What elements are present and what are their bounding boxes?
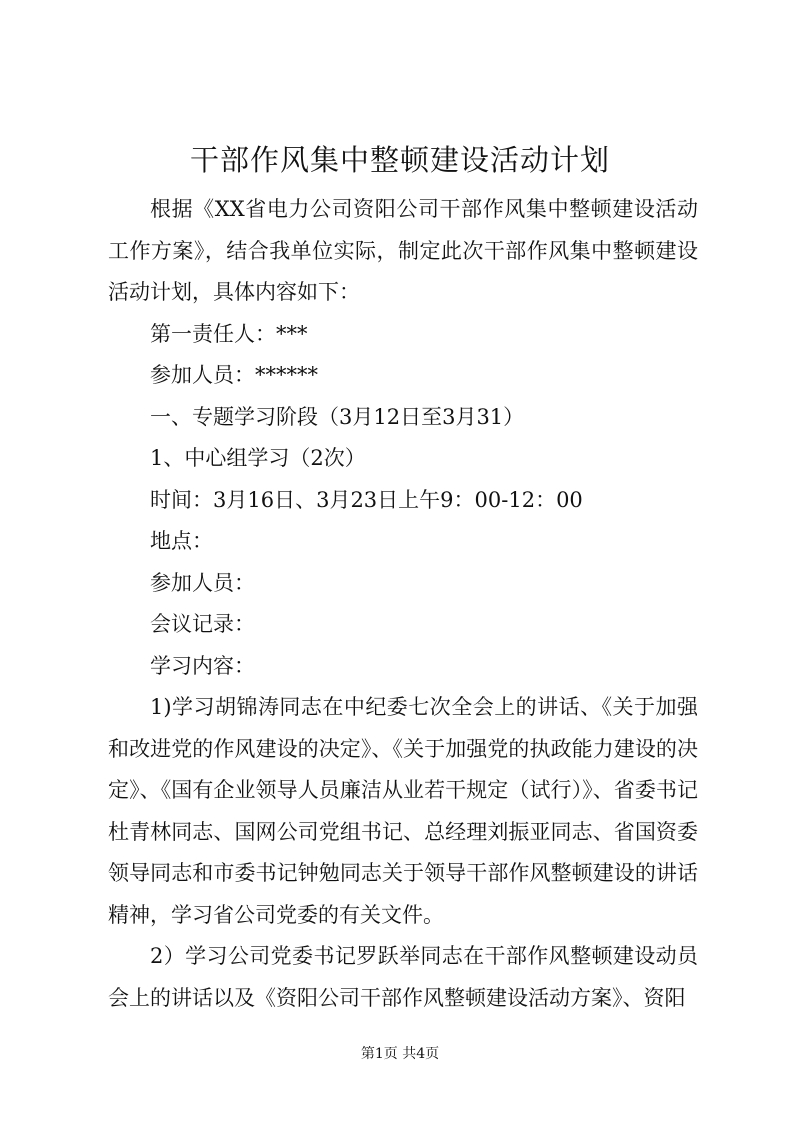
document-title: 干部作风集中整顿建设活动计划 xyxy=(189,143,610,177)
paragraph-time: 时间：3月16日、3月23日上午9：00-12：00 xyxy=(150,487,583,512)
paragraph-location: 地点： xyxy=(150,529,213,553)
subheading-central-group-study: 1、中心组学习（2次） xyxy=(150,446,366,470)
document-body xyxy=(108,189,698,1019)
paragraph-meeting-record: 会议记录： xyxy=(150,612,255,636)
page-number-label: 第1页 共4页 xyxy=(360,1046,440,1062)
paragraph-intro: 根据《XX省电力公司资阳公司干部作风集中整顿建设活动工作方案》，结合我单位实际，制定此次干部作风集中整顿建设活动计划，具体内容如下： xyxy=(108,197,698,304)
page-footer xyxy=(0,1044,800,1064)
section-heading-study-stage: 一、专题学习阶段（3月12日至3月31） xyxy=(150,404,525,429)
paragraph-responsible-person: 第一责任人：*** xyxy=(150,321,308,346)
paragraph-study-item-2: 2）学习公司党委书记罗跃举同志在干部作风整顿建设动员会上的讲话以及《资阳公司干部作风整顿建设活动方案》、资阳 xyxy=(108,944,698,1010)
paragraph-participants: 参加人员：****** xyxy=(150,363,318,387)
paragraph-attendees: 参加人员： xyxy=(150,570,255,595)
paragraph-study-content: 学习内容： xyxy=(150,653,255,678)
paragraph-study-item-1: 1)学习胡锦涛同志在中纪委七次全会上的讲话、《关于加强和改进党的作风建设的决定》、《关于加强党的执政能力建设的决定》、《国有企业领导人员廉洁从业若干规定（试行）》、省委书记杜青林同志、国网公司党组书记、总经理刘振亚同志、省国资委领导同志和市委书记钟勉同志关于领导干部作风整顿建设的讲话精神，学习省公司党委的有关文件。 xyxy=(108,695,698,927)
